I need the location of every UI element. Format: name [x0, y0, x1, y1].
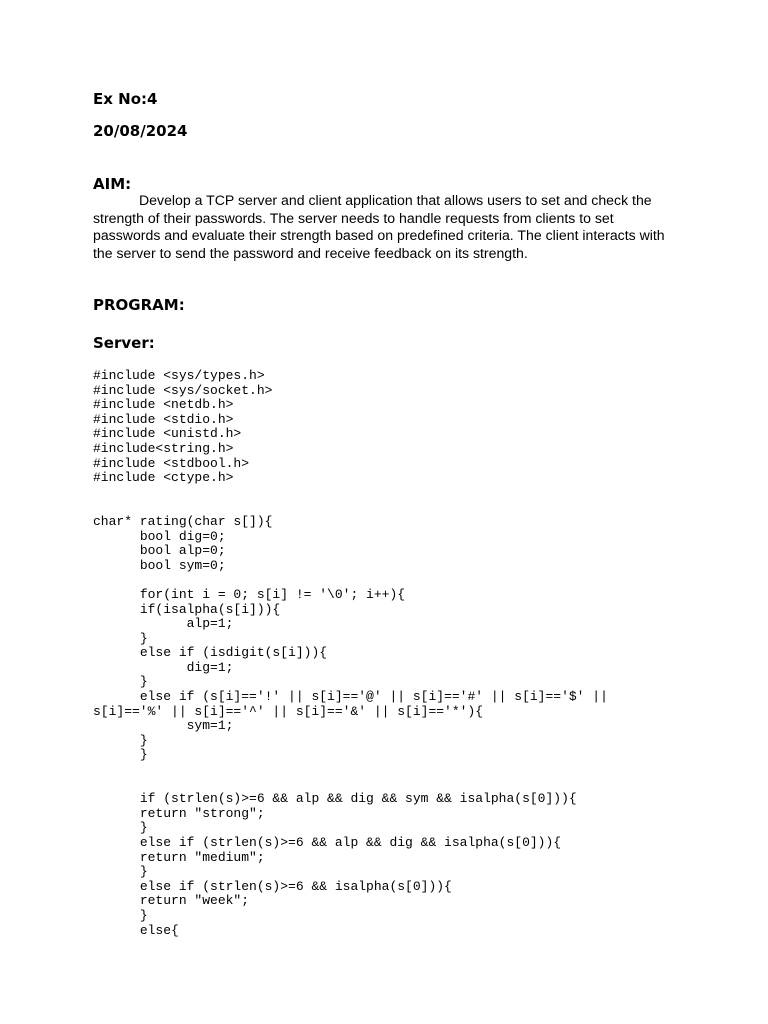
exercise-date: 20/08/2024 [93, 122, 188, 140]
server-heading: Server: [93, 334, 155, 352]
exercise-number: Ex No:4 [93, 90, 158, 108]
server-code-block: #include <sys/types.h> #include <sys/socket.h> #include <netdb.h> #include <stdio.h> #include <unistd.h> #include<string.h> #include <stdbool.h> #include <ctype.h> char* rating(char s[]){ bool dig=0; bool alp=0; bool sym=0; for(int i = 0; s[i] != '\0'; i++){ if(isalpha(s[i])){ alp=1; } else if (isdigit(s[i])){ dig=1; } else if (s[i]=='!' || s[i]=='@' || s[i]=='#' || s[i]=='$' || s[i]=='%' || s[i]=='^' || s[i]=='&' || s[i]=='*'){ sym=1; } } if (strlen(s)>=6 && alp && dig && sym && isalpha(s[0])){ return "strong"; } else if (strlen(s)>=6 && alp && dig && isalpha(s[0])){ return "medium"; } else if (strlen(s)>=6 && isalpha(s[0])){ return "week"; } else{ [93, 368, 608, 938]
aim-paragraph: Develop a TCP server and client application that allows users to set and check the strength of their passwords. The server needs to handle requests from clients to set passwords and evaluate their strength based on predefined criteria. The client interacts with the server to send the password and receive feedback on its strength. [93, 192, 665, 261]
aim-heading: AIM: [93, 175, 132, 193]
program-heading: PROGRAM: [93, 296, 185, 314]
